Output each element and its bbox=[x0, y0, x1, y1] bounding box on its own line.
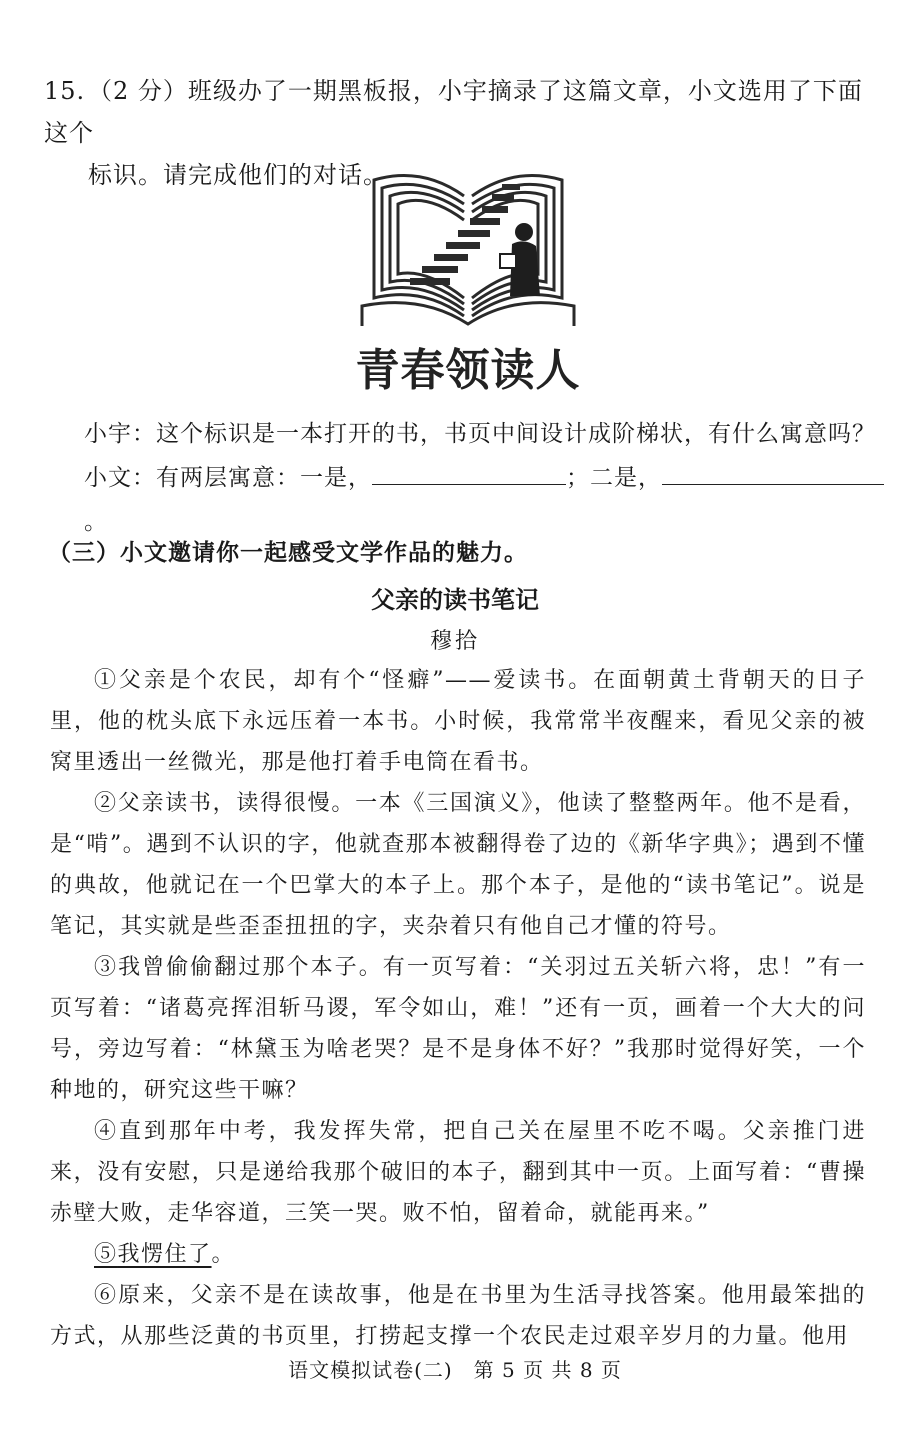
paragraph-5-underlined: 我愣住了 bbox=[117, 1242, 212, 1267]
dialog bbox=[84, 412, 884, 544]
question-15-text: （2 分）班级办了一期黑板报，小宇摘录了这篇文章，小文选用了下面这个 bbox=[44, 77, 863, 147]
answer-blank-1[interactable] bbox=[372, 458, 566, 485]
article-title: 父亲的读书笔记 bbox=[371, 586, 539, 614]
paragraph-6: ⑥原来，父亲不是在读故事，他是在书里为生活寻找答案。他用最笨拙的方式，从那些泛黄的书页里，打捞起支撑一个农民走过艰辛岁月的力量。他用 bbox=[50, 1283, 866, 1349]
paragraph-3: ③我曾偷偷翻过那个本子。有一页写着：“关羽过五关斩六将，忠！”有一页写着：“诸葛亮挥泪斩马谡，军令如山，难！”还有一页，画着一个大大的问号，旁边写着：“林黛玉为啥老哭？是不是身体不好？”我那时觉得好笑，一个种地的，研究这些干嘛？ bbox=[50, 955, 866, 1103]
open-book-staircase-reader-icon bbox=[352, 166, 584, 336]
dialog-xiaowen-end: 。 bbox=[84, 509, 108, 535]
paragraph-5 bbox=[50, 1234, 866, 1275]
paragraph-2: ②父亲读书，读得很慢。一本《三国演义》，他读了整整两年。他不是看，是“啃”。遇到不认识的字，他就查那本被翻得卷了边的《新华字典》；遇到不懂的典故，他就记在一个巴掌大的本子上。那个本子，是他的“读书笔记”。说是笔记，其实就是些歪歪扭扭的字，夹杂着只有他自己才懂的符号。 bbox=[50, 791, 866, 939]
question-15-line1 bbox=[44, 70, 874, 154]
answer-blank-2[interactable] bbox=[662, 458, 884, 485]
dialog-xiaowen-prefix: 小文：有两层寓意：一是， bbox=[84, 465, 372, 491]
logo-title: 青春领读人 bbox=[355, 345, 581, 396]
paragraph-1: ①父亲是个农民，却有个“怪癖”——爱读书。在面朝黄土背朝天的日子里，他的枕头底下永远压着一本书。小时候，我常常半夜醒来，看见父亲的被窝里透出一丝微光，那是他打着手电筒在看书。 bbox=[50, 668, 866, 775]
paragraph-4: ④直到那年中考，我发挥失常，把自己关在屋里不吃不喝。父亲推门进来，没有安慰，只是递给我那个破旧的本子，翻到其中一页。上面写着：“曹操赤壁大败，走华容道，三笑一哭。败不怕，留着命，就能再来。” bbox=[50, 1119, 866, 1226]
paragraph-5-end: 。 bbox=[211, 1242, 236, 1267]
article-author: 穆拾 bbox=[429, 629, 480, 654]
page-footer: 语文模拟试卷(二) 第 5 页 共 8 页 bbox=[288, 1358, 622, 1382]
dialog-xiaowen-middle: ；二是， bbox=[566, 465, 662, 491]
dialog-xiaowen bbox=[84, 456, 884, 544]
reading-logo bbox=[352, 166, 584, 396]
dialog-xiaoyu: 小宇：这个标识是一本打开的书，书页中间设计成阶梯状，有什么寓意吗？ bbox=[84, 421, 876, 447]
question-15-line2: 标识。请完成他们的对话。 bbox=[88, 161, 388, 189]
article-body bbox=[50, 660, 866, 1357]
section-heading: （三）小文邀请你一起感受文学作品的魅力。 bbox=[48, 540, 528, 566]
question-number: 15. bbox=[44, 77, 86, 105]
paragraph-5-number: ⑤ bbox=[94, 1242, 118, 1267]
